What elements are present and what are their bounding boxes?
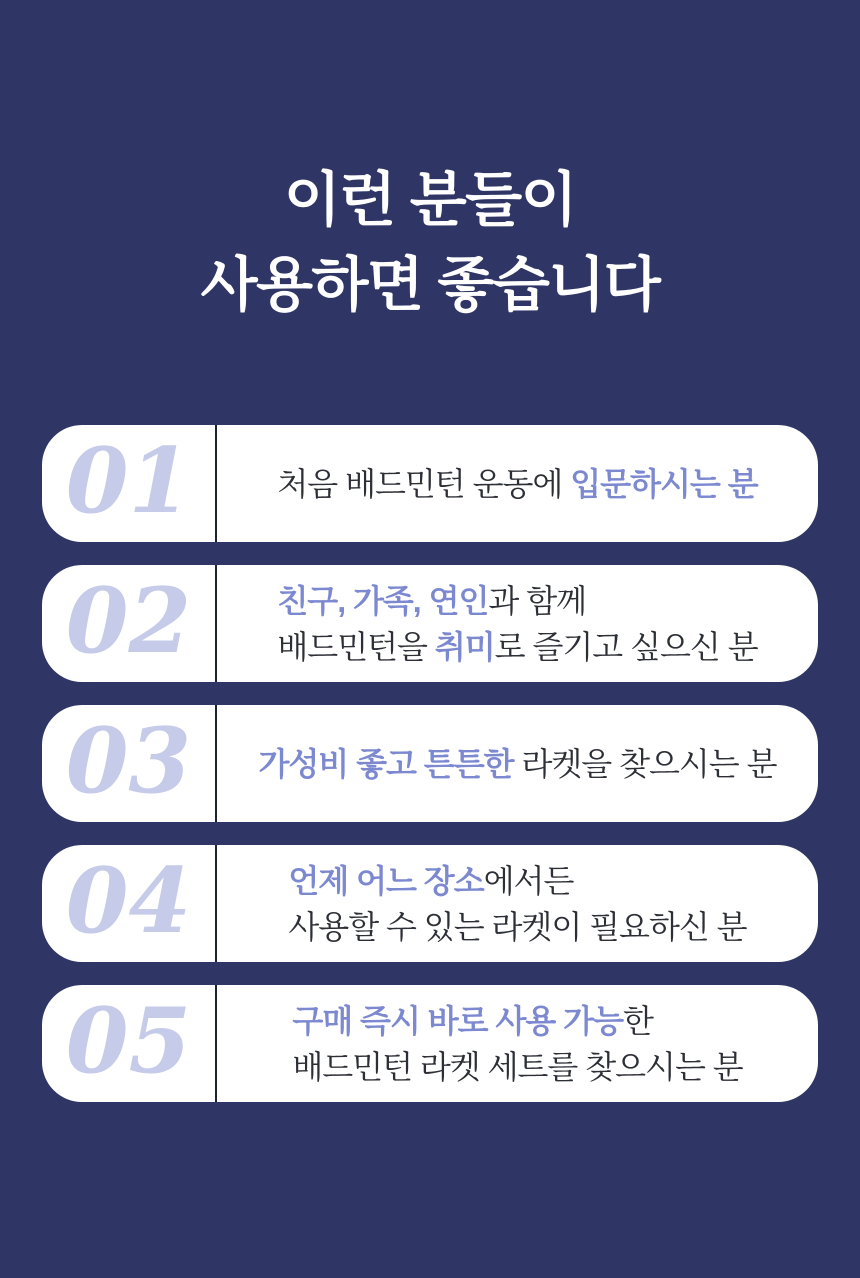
card-text-line bbox=[292, 998, 742, 1044]
card-body bbox=[217, 845, 818, 962]
card-body bbox=[217, 705, 818, 822]
card-text-line bbox=[292, 1044, 742, 1090]
plain-text: 사용할 수 있는 라켓이 필요하신 분 bbox=[288, 908, 747, 945]
benefit-card bbox=[42, 705, 818, 822]
card-text bbox=[277, 578, 757, 670]
card-text-line bbox=[288, 904, 746, 950]
plain-text: 라켓을 찾으시는 분 bbox=[513, 745, 777, 782]
plain-text: 과 함께 bbox=[488, 582, 587, 619]
card-list bbox=[42, 425, 818, 1102]
card-text-line bbox=[258, 741, 776, 787]
card-number: 02 bbox=[65, 567, 192, 674]
plain-text: 배드민턴 라켓 세트를 찾으시는 분 bbox=[292, 1048, 743, 1085]
card-number: 04 bbox=[65, 847, 192, 954]
benefit-card bbox=[42, 565, 818, 682]
plain-text: 처음 배드민턴 운동에 bbox=[277, 465, 571, 502]
card-number: 03 bbox=[65, 707, 192, 814]
card-text-line bbox=[288, 858, 746, 904]
card-body bbox=[217, 425, 818, 542]
card-text-line bbox=[277, 461, 757, 507]
card-body bbox=[217, 985, 818, 1102]
highlighted-text: 친구, 가족, 연인 bbox=[277, 582, 489, 619]
plain-text: 배드민턴을 bbox=[277, 628, 435, 665]
card-text-line bbox=[277, 624, 757, 670]
page-title-line-1: 이런 분들이 bbox=[283, 167, 577, 233]
plain-text: 로 즐기고 싶으신 분 bbox=[494, 628, 758, 665]
card-text bbox=[292, 998, 742, 1090]
card-text bbox=[277, 461, 757, 507]
card-body bbox=[217, 565, 818, 682]
card-number: 01 bbox=[65, 427, 192, 534]
highlighted-text: 취미 bbox=[434, 628, 495, 665]
plain-text: 한 bbox=[623, 1002, 653, 1039]
card-text bbox=[288, 858, 746, 950]
page-title bbox=[0, 0, 860, 328]
highlighted-text: 입문하시는 분 bbox=[570, 465, 758, 502]
card-number: 05 bbox=[65, 987, 192, 1094]
card-text-line bbox=[277, 578, 757, 624]
plain-text: 에서든 bbox=[483, 862, 574, 899]
page-title-line-2: 사용하면 좋습니다 bbox=[200, 252, 660, 318]
benefit-card bbox=[42, 425, 818, 542]
highlighted-text: 구매 즉시 바로 사용 가능 bbox=[292, 1002, 624, 1039]
benefit-card bbox=[42, 985, 818, 1102]
highlighted-text: 언제 어느 장소 bbox=[288, 862, 484, 899]
highlighted-text: 가성비 좋고 튼튼한 bbox=[258, 745, 514, 782]
benefit-card bbox=[42, 845, 818, 962]
card-text bbox=[258, 741, 776, 787]
